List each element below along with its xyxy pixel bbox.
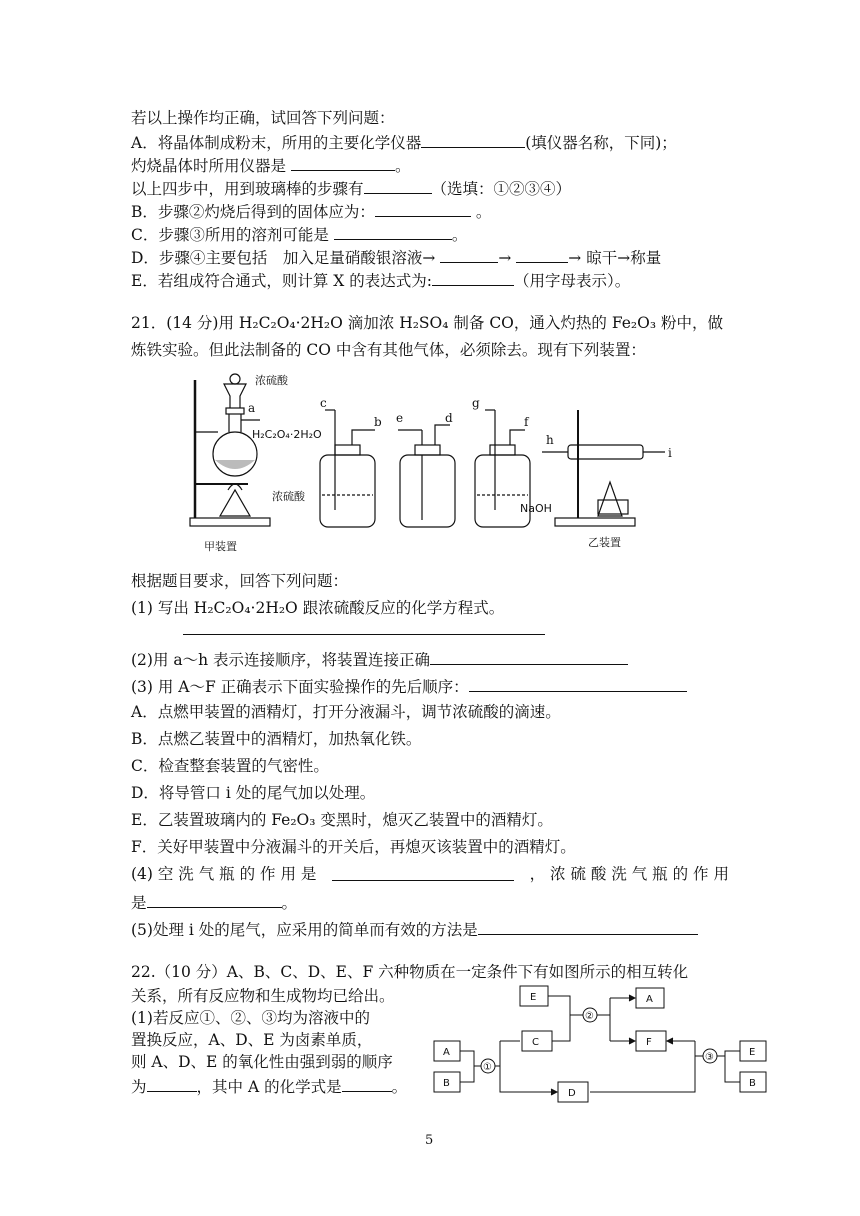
q21-part3 [131, 675, 687, 697]
operation-c: C．检查整套装置的气密性。 [131, 757, 329, 775]
text: E．若组成符合通式，则计算 X 的表达式为: [131, 272, 432, 290]
q21-part4 [131, 864, 729, 884]
q21-part4-cont [131, 891, 297, 913]
answer-blank[interactable] [478, 918, 698, 935]
text: ， 浓 硫 酸 洗 气 瓶 的 作 用 [529, 865, 729, 883]
label: A [443, 1047, 450, 1058]
label-i: i [668, 446, 672, 460]
text: C．步骤③所用的溶剂可能是 [131, 226, 329, 244]
text: (2)用 a～h 表示连接顺序，将装置连接正确 [131, 651, 431, 669]
answer-blank[interactable] [375, 200, 471, 217]
answer-blank[interactable] [469, 675, 687, 692]
q22-part1-3: 则 A、D、E 的氧化性由强到弱的顺序 [131, 1053, 393, 1071]
q22-part1-2: 置换反应，A、D、E 为卤素单质， [131, 1031, 373, 1049]
label-yi: 乙装置 [588, 536, 621, 549]
label-c: c [320, 396, 327, 410]
text: D．步骤④主要包括 加入足量硝酸银溶液→ [131, 249, 436, 267]
label: C [532, 1037, 539, 1048]
question-e-line [131, 269, 630, 291]
text: (填仪器名称，下同)； [525, 134, 677, 152]
page-number: 5 [425, 1133, 434, 1148]
label-h: h [546, 433, 554, 447]
label-jia: 甲装置 [204, 540, 237, 553]
text: ，其中 A 的化学式是 [196, 1078, 342, 1096]
operation-d: D．将导管口 i 处的尾气加以处理。 [131, 784, 376, 802]
reaction-flow-diagram [430, 982, 780, 1107]
reaction-1-label: ① [483, 1062, 492, 1073]
answer-blank[interactable] [147, 891, 282, 908]
label: D [568, 1088, 576, 1099]
answer-blank[interactable] [364, 177, 432, 194]
text: (3) 用 A～F 正确表示下面实验操作的先后顺序： [131, 678, 469, 696]
text: 。 [475, 203, 492, 221]
text: 灼烧晶体时所用仪器是 [131, 157, 287, 175]
label-d: d [445, 411, 453, 425]
label-conc-acid-bottle: 浓硫酸 [272, 490, 305, 503]
label: B [443, 1078, 450, 1089]
question-b-line [131, 200, 491, 222]
answer-blank[interactable] [291, 154, 395, 171]
label-reagent: H₂C₂O₄·2H₂O [252, 428, 322, 441]
q21-part1: (1) 写出 H₂C₂O₄·2H₂O 跟浓硫酸反应的化学方程式。 [131, 599, 505, 617]
q22-part1-4 [131, 1075, 407, 1097]
label-a: a [248, 401, 256, 415]
reaction-2-label: ② [585, 1011, 594, 1022]
text: → [498, 249, 512, 267]
q22-stem-2: 关系，所有反应物和生成物均已给出。 [131, 987, 395, 1005]
answer-blank[interactable] [342, 1075, 392, 1092]
question-a-line [131, 131, 677, 153]
answer-blank[interactable] [432, 269, 514, 286]
answer-blank[interactable] [147, 1075, 197, 1092]
text: （用字母表示）。 [513, 272, 631, 290]
text: (5)处理 i 处的尾气，应采用的简单而有效的方法是 [131, 921, 478, 939]
answer-blank[interactable] [430, 648, 628, 665]
text: → 晾干→称量 [568, 249, 662, 267]
label-f: f [524, 415, 529, 429]
answer-blank[interactable] [332, 864, 514, 881]
question-c-line [131, 223, 467, 245]
reaction-3-label: ③ [705, 1052, 714, 1063]
text: B．步骤②灼烧后得到的固体应为： [131, 203, 375, 221]
answer-blank[interactable] [516, 246, 568, 263]
text: 以上四步中，用到玻璃棒的步骤有 [131, 180, 364, 198]
text: 。 [281, 894, 298, 912]
label: E [749, 1047, 756, 1058]
text: 。 [394, 157, 411, 175]
question-a3-line [131, 177, 571, 199]
q21-stem-1: 21．(14 分)用 H₂C₂O₄·2H₂O 滴加浓 H₂SO₄ 制备 CO，通入灼热的 Fe₂O₃ 粉中，做 [131, 314, 723, 332]
answer-blank[interactable] [440, 246, 498, 263]
label-e: e [396, 411, 404, 425]
label-naoh: NaOH [520, 502, 552, 515]
operation-f: F．关好甲装置中分液漏斗的开关后，再熄灭该装置中的酒精灯。 [131, 838, 576, 856]
question-a2-line [131, 154, 410, 176]
q21-stem-2: 炼铁实验。但此法制备的 CO 中含有其他气体，必须除去。现有下列装置： [131, 341, 646, 359]
q21-part2 [131, 648, 628, 670]
q21-part5 [131, 918, 698, 940]
q21-prompt: 根据题目要求，回答下列问题： [131, 572, 349, 590]
text: 。 [451, 226, 468, 244]
label: B [749, 1078, 756, 1089]
text: （选填：①②③④） [431, 180, 572, 198]
text: A．将晶体制成粉末，所用的主要化学仪器 [131, 134, 422, 152]
label: E [530, 992, 537, 1003]
answer-blank[interactable] [421, 131, 525, 148]
q21-part1-blank-line [183, 618, 545, 640]
apparatus-diagram [180, 370, 690, 560]
label: A [646, 994, 653, 1005]
answer-blank[interactable] [334, 223, 452, 240]
q22-stem-1: 22.（10 分）A、B、C、D、E、F 六种物质在一定条件下有如图所示的相互转化 [131, 963, 689, 981]
operation-e: E．乙装置玻璃内的 Fe₂O₃ 变黑时，熄灭乙装置中的酒精灯。 [131, 811, 553, 829]
q22-part1-1: (1)若反应①、②、③均为溶液中的 [131, 1009, 370, 1027]
label-g: g [472, 396, 480, 410]
question-d-line [131, 246, 661, 268]
answer-blank[interactable] [183, 618, 545, 635]
text: 是 [131, 894, 147, 912]
text: (4) 空 洗 气 瓶 的 作 用 是 [131, 865, 317, 883]
operation-a: A．点燃甲装置的酒精灯，打开分液漏斗，调节浓硫酸的滴速。 [131, 703, 561, 721]
intro-line: 若以上操作均正确，试回答下列问题： [131, 109, 395, 127]
label-conc-acid-top: 浓硫酸 [255, 374, 288, 387]
operation-b: B．点燃乙装置中的酒精灯，加热氧化铁。 [131, 730, 422, 748]
label: F [646, 1037, 652, 1048]
label-b: b [374, 415, 382, 429]
text: 。 [391, 1078, 408, 1096]
text: 为 [131, 1078, 147, 1096]
